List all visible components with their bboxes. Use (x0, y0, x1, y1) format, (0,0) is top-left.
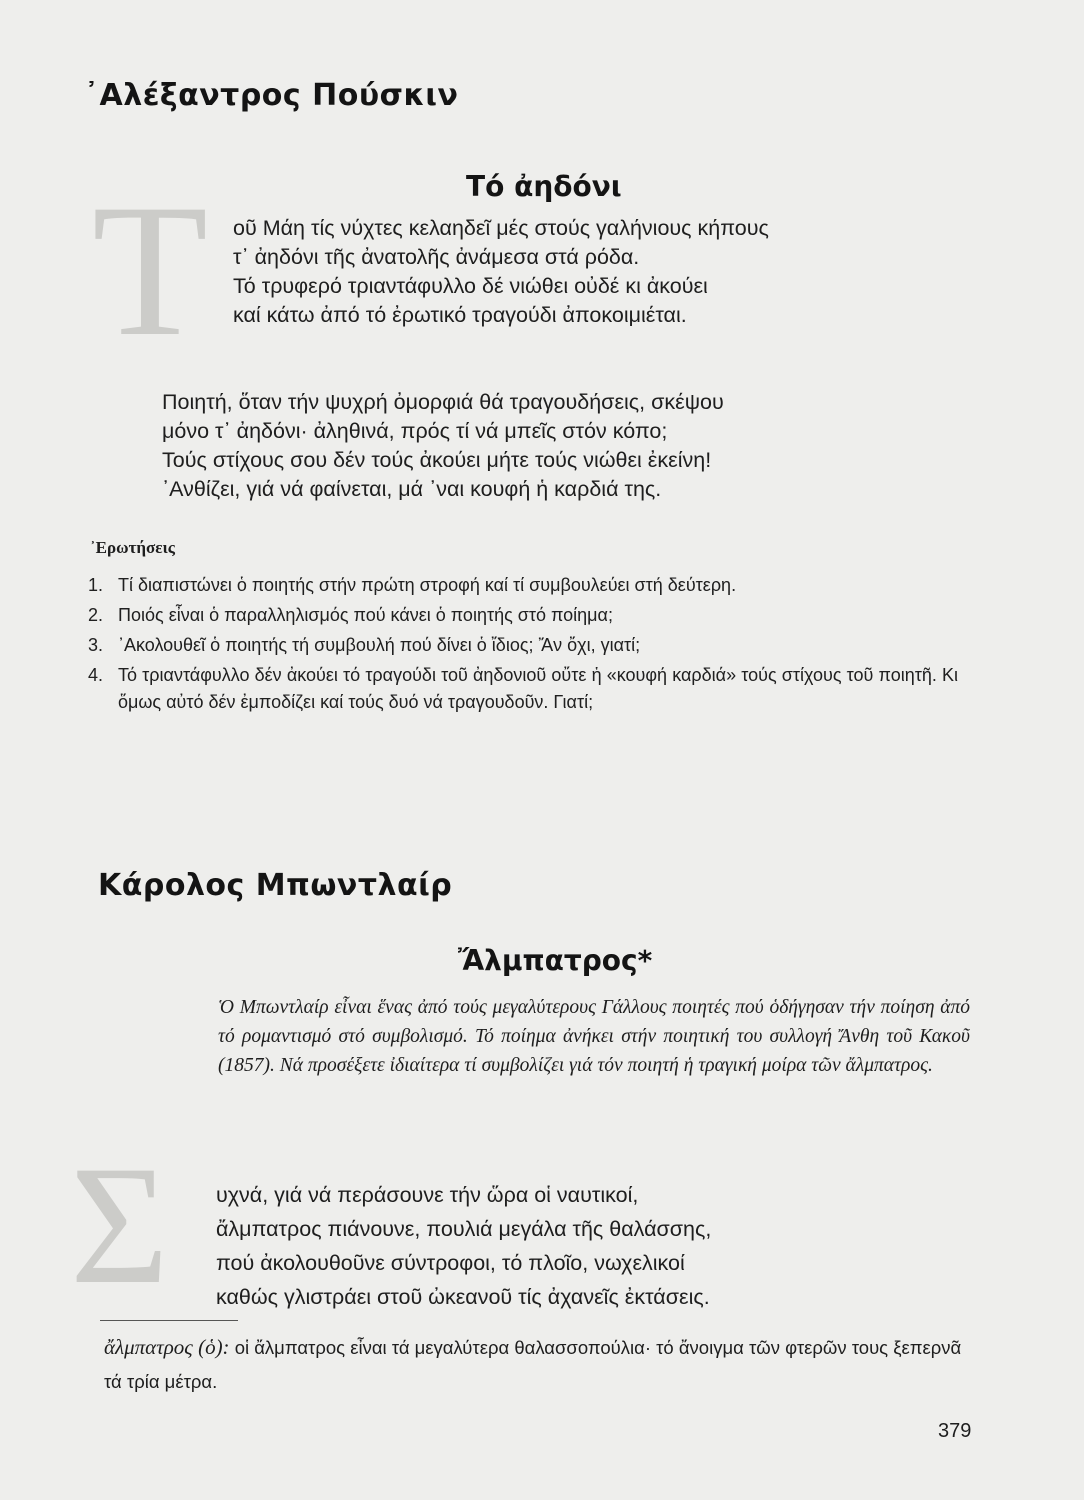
questions-list (88, 572, 958, 719)
question-item (88, 602, 958, 629)
verse-line: μόνο τ᾿ ἀηδόνι· ἀληθινά, πρός τί νά μπεῖς στόν κόπο; (162, 419, 668, 443)
page-number: 379 (938, 1420, 972, 1442)
question-item (88, 632, 958, 659)
question-text: Ποιός εἶναι ὁ παραλληλισμός πού κάνει ὁ ποιητής στό ποίημα; (118, 605, 613, 625)
poem-title-albatross: Ἄλμπατρος* (458, 944, 653, 977)
verse-line: τ᾿ ἀηδόνι τῆς ἀνατολῆς ἀνάμεσα στά ρόδα. (233, 245, 640, 269)
footnote (104, 1330, 984, 1399)
stanza-2 (162, 388, 724, 504)
decorative-drop-initial-tau: Τ (92, 166, 209, 376)
verse-line: πού ἀκολουθοῦνε σύντροφοι, τό πλοῖο, νωχελικοί (216, 1251, 685, 1275)
question-text: Τό τριαντάφυλλο δέν ἀκούει τό τραγούδι τοῦ ἀηδονιοῦ οὔτε ἡ «κουφή καρδιά» τούς στίχους τοῦ ποιητῆ. Κι ὅμως αὐτό δέν ἐμποδίζει καί τούς δυό νά τραγουδοῦν. Γιατί; (118, 665, 958, 712)
question-number: 3. (88, 635, 104, 655)
verse-line: οῦ Μάη τίς νύχτες κελαηδεῖ μές στούς γαλήνιους κήπους (233, 216, 769, 240)
question-number: 2. (88, 605, 104, 625)
verse-line: ἄλμπατρος πιάνουνε, πουλιά μεγάλα τῆς θαλάσσης, (216, 1217, 712, 1241)
verse-line: καί κάτω ἀπό τό ἐρωτικό τραγούδι ἀποκοιμιέται. (233, 303, 687, 327)
verse-line: Τούς στίχους σου δέν τούς ἀκούει μήτε τούς νιώθει ἐκείνη! (162, 448, 712, 472)
verse-line: Ποιητή, ὅταν τήν ψυχρή ὀμορφιά θά τραγουδήσεις, σκέψου (162, 390, 724, 414)
stanza-1 (233, 214, 769, 330)
question-number: 4. (88, 665, 104, 685)
verse-line: ᾿Ανθίζει, γιά νά φαίνεται, μά ᾿ναι κουφή ἡ καρδιά της. (162, 477, 662, 501)
intro-paragraph: Ὁ Μπωντλαίρ εἶναι ἕνας ἀπό τούς μεγαλύτερους Γάλλους ποιητές πού ὁδήγησαν τήν ποίηση ἀπό τό ρομαντισμό στό συμβολισμό. Τό ποίημα ἀνήκει στήν ποιητική του συλλογή Ἄνθη τοῦ Κακοῦ (1857). Νά προσέξετε ἰδιαίτερα τί συμβολίζει γιά τόν ποιητή ἡ τραγική μοίρα τῶν ἄλμπατρος. (218, 997, 970, 1076)
question-text: Τί διαπιστώνει ὁ ποιητής στήν πρώτη στροφή καί τί συμβουλεύει στή δεύτερη. (118, 575, 737, 595)
stanza-albatross (216, 1178, 711, 1314)
verse-line: υχνά, γιά νά περάσουνε τήν ὥρα οἱ ναυτικοί, (216, 1183, 639, 1207)
footnote-divider (100, 1320, 238, 1321)
decorative-drop-initial-sigma: Σ (70, 1131, 169, 1319)
poem-title-nightingale: Τό ἀηδόνι (466, 170, 622, 203)
verse-line: καθώς γλιστράει στοῦ ὠκεανοῦ τίς ἀχανεῖς ἐκτάσεις. (216, 1285, 710, 1309)
questions-heading: ᾿Ερωτήσεις (90, 538, 175, 557)
question-number: 1. (88, 575, 104, 595)
footnote-term: ἄλμπατρος (ὁ): (104, 1335, 230, 1359)
verse-line: Τό τρυφερό τριαντάφυλλο δέ νιώθει οὐδέ κι ἀκούει (233, 274, 708, 298)
question-text: ᾿Ακολουθεῖ ὁ ποιητής τή συμβουλή πού δίνει ὁ ἴδιος; Ἄν ὄχι, γιατί; (118, 635, 641, 655)
author-baudelaire: Κάρολος Μπωντλαίρ (98, 868, 453, 903)
footnote-text: οἱ ἄλμπατρος εἶναι τά μεγαλύτερα θαλασσοπούλια· τό ἄνοιγμα τῶν φτερῶν τους ξεπερνᾶ τά τρία μέτρα. (104, 1337, 962, 1392)
author-pushkin: ᾿Αλέξαντρος Πούσκιν (84, 78, 459, 113)
question-item (88, 662, 958, 716)
question-item (88, 572, 958, 599)
